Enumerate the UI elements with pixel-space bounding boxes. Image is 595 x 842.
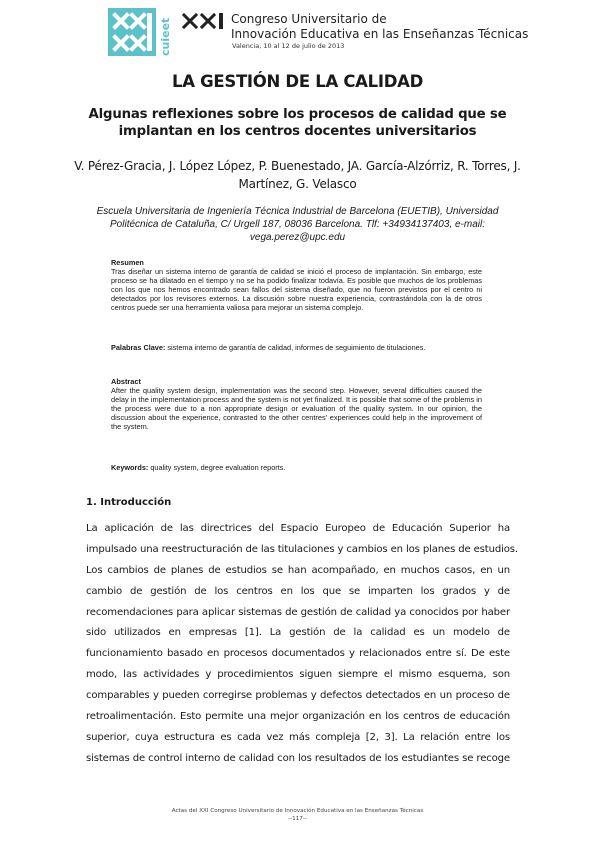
body-line: impulsado una reestructuración de las titulaciones y cambios en los planes de estudios. (86, 543, 518, 555)
body-line: modo, las actividades y procedimientos siguen siempre el mismo esquema, son (86, 669, 510, 681)
palabras-clave-block (111, 343, 482, 352)
resumen-heading: Resumen (111, 258, 144, 267)
keywords-block (111, 463, 482, 472)
body-line: Los cambios de planes de estudios se han acompañado, en muchos casos, en un (86, 564, 510, 576)
paper-authors: V. Pérez-Gracia, J. López López, P. Buenestado, JA. García-Alzórriz, R. Torres, J. Martínez, G. Velasco (74, 159, 521, 191)
resumen-text: Tras diseñar un sistema interno de garantía de calidad se inició el proceso de implantación. Sin embargo, este proceso se ha dilatado en el tiempo y no se ha podido finalizar todavía. Es posible que muchos de los problemas con los que nos hemos encontrado sean fallos del sistema diseñado, que no fueron previstos por el centro ni detectados por los revisores externos. La discusión sobre nuestra experiencia, contrastándola con la de otros centros puede ser una herramienta valiosa para mejorar un sistema complejo. (111, 267, 482, 312)
body-line: cambio de gestión de los centros en los que se imparten los grados y de (86, 585, 510, 597)
body-line: sido utilizados en empresas [1]. La gestión de la calidad es un modelo de (86, 627, 510, 639)
keywords-text: quality system, degree evaluation reports. (150, 463, 286, 472)
resumen-block (111, 258, 482, 312)
body-line: sistemas de control interno de calidad con los resultados de los estudiantes se recoge (86, 752, 510, 764)
paper-title: LA GESTIÓN DE LA CALIDAD (172, 72, 423, 91)
conference-name-line1: Congreso Universitario de (231, 12, 387, 26)
conference-date: Valencia, 10 al 12 de julio de 2013 (232, 42, 345, 50)
conference-name-line2: Innovación Educativa en las Enseñanzas Técnicas (231, 27, 529, 41)
body-line: recomendaciones para aplicar sistemas de gestión de calidad ya conocidos por haber (86, 606, 510, 618)
abstract-text: After the quality system design, implementation was the second step. However, several difficulties caused the delay in the implementation process and the system is not yet finalized. It is possible that some of the problems in the process were due to a non appropriate design or evaluation of the quality system. In our opinion, the discussion about the experience, contrasted to the other centres' experiences could help in the improvement of the system. (111, 386, 482, 431)
palabras-clave-text: sistema interno de garantía de calidad, informes de seguimiento de titulaciones. (167, 343, 426, 352)
footer-proceedings: Actas del XXI Congreso Universitario de Innovación Educativa en las Enseñanzas Técnicas (171, 808, 424, 814)
cuieet-logo-text (159, 8, 171, 56)
body-line: comparables y pueden corregirse problemas y defectos detectados en un proceso de (86, 690, 510, 702)
body-line: retroalimentación. Esto permite una mejor organización en los centros de educación (86, 711, 510, 723)
paper-subtitle: Algunas reflexiones sobre los procesos de calidad que se implantan en los centros docentes universitarios (88, 107, 507, 139)
body-line: superior, cuya estructura es cada vez más compleja [2, 3]. La relación entre los (86, 731, 510, 743)
xxi-logo-icon (108, 8, 156, 56)
keywords-heading: Keywords: (111, 463, 149, 472)
footer-page-number: --117-- (288, 816, 307, 822)
abstract-block (111, 377, 482, 431)
xxi-small-mark-icon (181, 12, 227, 30)
body-line: funcionamiento basado en procesos documentados y relacionados entre sí. De este (86, 648, 510, 660)
abstract-heading: Abstract (111, 377, 141, 386)
section-heading-introduccion: 1. Introducción (86, 497, 172, 508)
paper-affiliation: Escuela Universitaria de Ingeniería Técnica Industrial de Barcelona (EUETIB), Universidad Politécnica de Cataluña, C/ Urgell 187, 08036 Barcelona. Tlf: +34934137403, e-mail: vega.perez@upc.edu (96, 206, 499, 243)
cuieet-label: cuieet (159, 17, 171, 56)
body-line: La aplicación de las directrices del Espacio Europeo de Educación Superior ha (86, 523, 510, 534)
section-body-introduccion (86, 519, 518, 770)
palabras-clave-heading: Palabras Clave: (111, 343, 166, 352)
